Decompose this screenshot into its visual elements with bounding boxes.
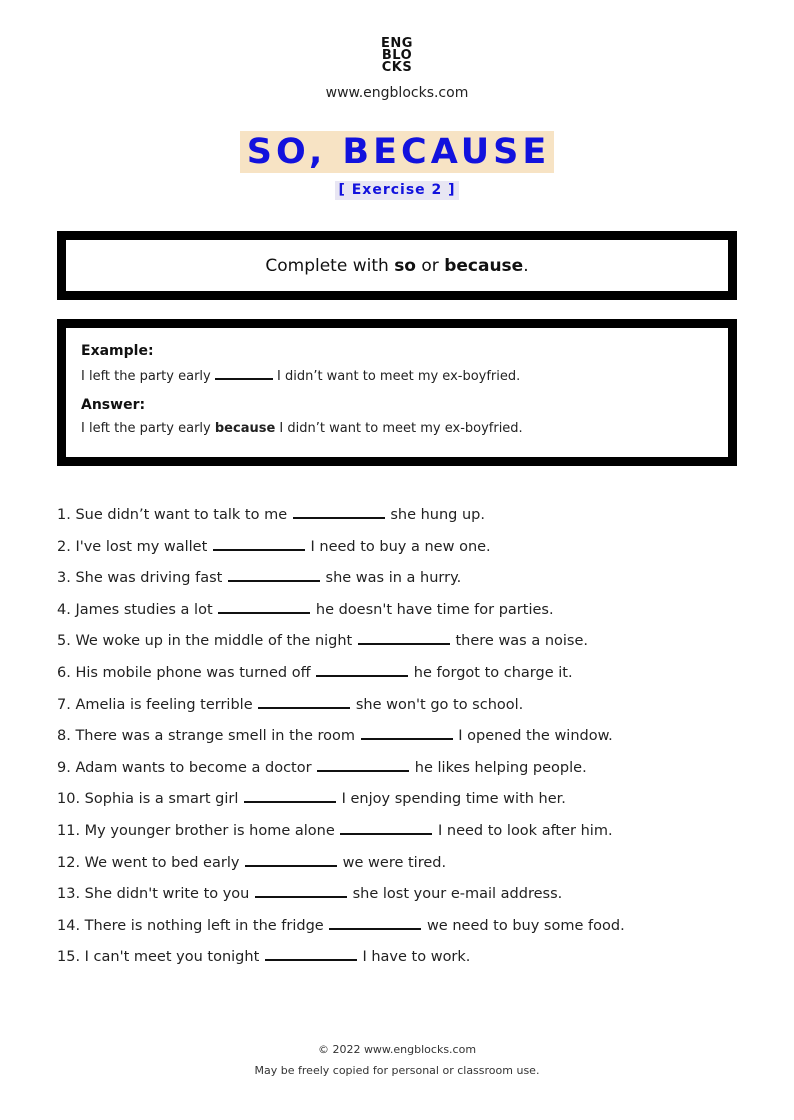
answer-blank-11[interactable] xyxy=(340,818,432,835)
example-before: I left the party early xyxy=(81,369,215,384)
exercise-item-7 xyxy=(57,692,757,724)
exercise-text-after: she won't go to school. xyxy=(351,696,524,713)
exercise-text-before: 6. His mobile phone was turned off xyxy=(57,664,316,681)
instruction-middle: or xyxy=(416,255,445,276)
exercise-text-after: he doesn't have time for parties. xyxy=(311,601,554,618)
answer-blank-2[interactable] xyxy=(213,534,305,551)
exercise-text-after: I opened the window. xyxy=(453,728,613,745)
answer-blank-14[interactable] xyxy=(329,913,421,930)
answer-label: Answer: xyxy=(81,397,146,413)
exercise-text-before: 15. I can't meet you tonight xyxy=(57,949,264,966)
footer-copyright: © 2022 www.engblocks.com xyxy=(317,1043,477,1056)
instruction-text xyxy=(265,256,528,276)
footer-license: May be freely copied for personal or classroom use. xyxy=(254,1064,540,1077)
exercise-item-5 xyxy=(57,628,757,660)
exercise-text-after: she was in a hurry. xyxy=(320,570,462,587)
exercise-item-9 xyxy=(57,755,757,787)
exercise-subtitle: [ Exercise 2 ] xyxy=(335,181,458,200)
answer-blank-5[interactable] xyxy=(358,628,450,645)
exercise-item-10 xyxy=(57,786,757,818)
example-blank xyxy=(215,366,273,380)
logo-line-2: BLO xyxy=(381,48,413,63)
exercise-text-before: 3. She was driving fast xyxy=(57,570,227,587)
answer-after: I didn’t want to meet my ex-boyfried. xyxy=(275,421,523,436)
answer-blank-7[interactable] xyxy=(258,692,350,709)
exercise-item-2 xyxy=(57,534,757,566)
example-label: Example: xyxy=(81,343,154,359)
exercise-text-after: there was a noise. xyxy=(450,633,589,650)
instruction-prefix: Complete with xyxy=(265,255,395,276)
exercise-text-before: 13. She didn't write to you xyxy=(57,886,254,903)
exercise-text-after: she hung up. xyxy=(385,507,485,523)
exercise-text-before: 2. I've lost my wallet xyxy=(57,538,212,555)
exercise-text-after: we were tired. xyxy=(338,854,447,871)
example-sentence xyxy=(81,366,728,386)
exercise-text-before: 4. James studies a lot xyxy=(57,601,218,618)
worksheet-title: SO, BECAUSE xyxy=(240,131,555,173)
exercise-text-after: I have to work. xyxy=(357,949,471,966)
exercise-item-3 xyxy=(57,565,757,597)
exercise-text-before: 14. There is nothing left in the fridge xyxy=(57,917,329,934)
example-after: I didn’t want to meet my ex-boyfried. xyxy=(272,369,521,384)
exercise-item-6 xyxy=(57,660,757,692)
exercise-item-13 xyxy=(57,881,757,913)
exercise-text-before: 1. Sue didn’t want to talk to me xyxy=(57,507,292,523)
exercise-item-4 xyxy=(57,597,757,629)
engblocks-logo xyxy=(0,38,794,74)
exercise-item-1 xyxy=(57,502,757,534)
exercise-text-before: 8. There was a strange smell in the room xyxy=(57,728,360,745)
instruction-suffix: . xyxy=(523,255,529,276)
exercise-text-after: we need to buy some food. xyxy=(422,917,625,934)
title-wrap xyxy=(0,131,794,173)
answer-blank-12[interactable] xyxy=(245,850,337,867)
exercise-text-before: 9. Adam wants to become a doctor xyxy=(57,759,317,776)
exercise-text-after: I need to buy a new one. xyxy=(305,538,491,555)
exercise-text-before: 11. My younger brother is home alone xyxy=(57,822,340,839)
exercise-text-after: he forgot to charge it. xyxy=(409,664,573,681)
answer-blank-4[interactable] xyxy=(218,597,310,614)
instruction-box xyxy=(57,231,737,300)
site-url[interactable]: www.engblocks.com xyxy=(325,85,469,101)
exercise-item-11 xyxy=(57,818,757,850)
example-box xyxy=(57,319,737,466)
answer-word: because xyxy=(214,421,276,436)
exercise-item-15 xyxy=(57,944,757,976)
answer-sentence xyxy=(81,420,728,438)
answer-blank-1[interactable] xyxy=(293,502,385,519)
exercise-text-after: I enjoy spending time with her. xyxy=(337,791,566,808)
answer-blank-6[interactable] xyxy=(316,660,408,677)
exercise-item-12 xyxy=(57,850,757,882)
exercise-text-after: I need to look after him. xyxy=(433,822,613,839)
logo-line-1: ENG xyxy=(381,36,413,51)
answer-blank-10[interactable] xyxy=(244,786,336,803)
exercise-item-8 xyxy=(57,723,757,755)
logo-line-3: CKS xyxy=(381,60,413,75)
answer-blank-3[interactable] xyxy=(228,565,320,582)
exercise-item-14 xyxy=(57,913,757,945)
exercise-list xyxy=(57,502,757,976)
instruction-word-because: because xyxy=(444,255,524,276)
subtitle-wrap xyxy=(0,179,794,200)
answer-blank-15[interactable] xyxy=(265,944,357,961)
answer-blank-9[interactable] xyxy=(317,755,409,772)
answer-before: I left the party early xyxy=(81,421,215,436)
exercise-text-after: he likes helping people. xyxy=(410,759,587,776)
exercise-text-before: 10. Sophia is a smart girl xyxy=(57,791,244,808)
answer-blank-8[interactable] xyxy=(361,723,453,740)
exercise-text-before: 5. We woke up in the middle of the night xyxy=(57,633,357,650)
instruction-word-so: so xyxy=(394,255,416,276)
answer-blank-13[interactable] xyxy=(255,881,347,898)
exercise-text-before: 7. Amelia is feeling terrible xyxy=(57,696,258,713)
exercise-text-before: 12. We went to bed early xyxy=(57,854,245,871)
exercise-text-after: she lost your e-mail address. xyxy=(347,886,563,903)
